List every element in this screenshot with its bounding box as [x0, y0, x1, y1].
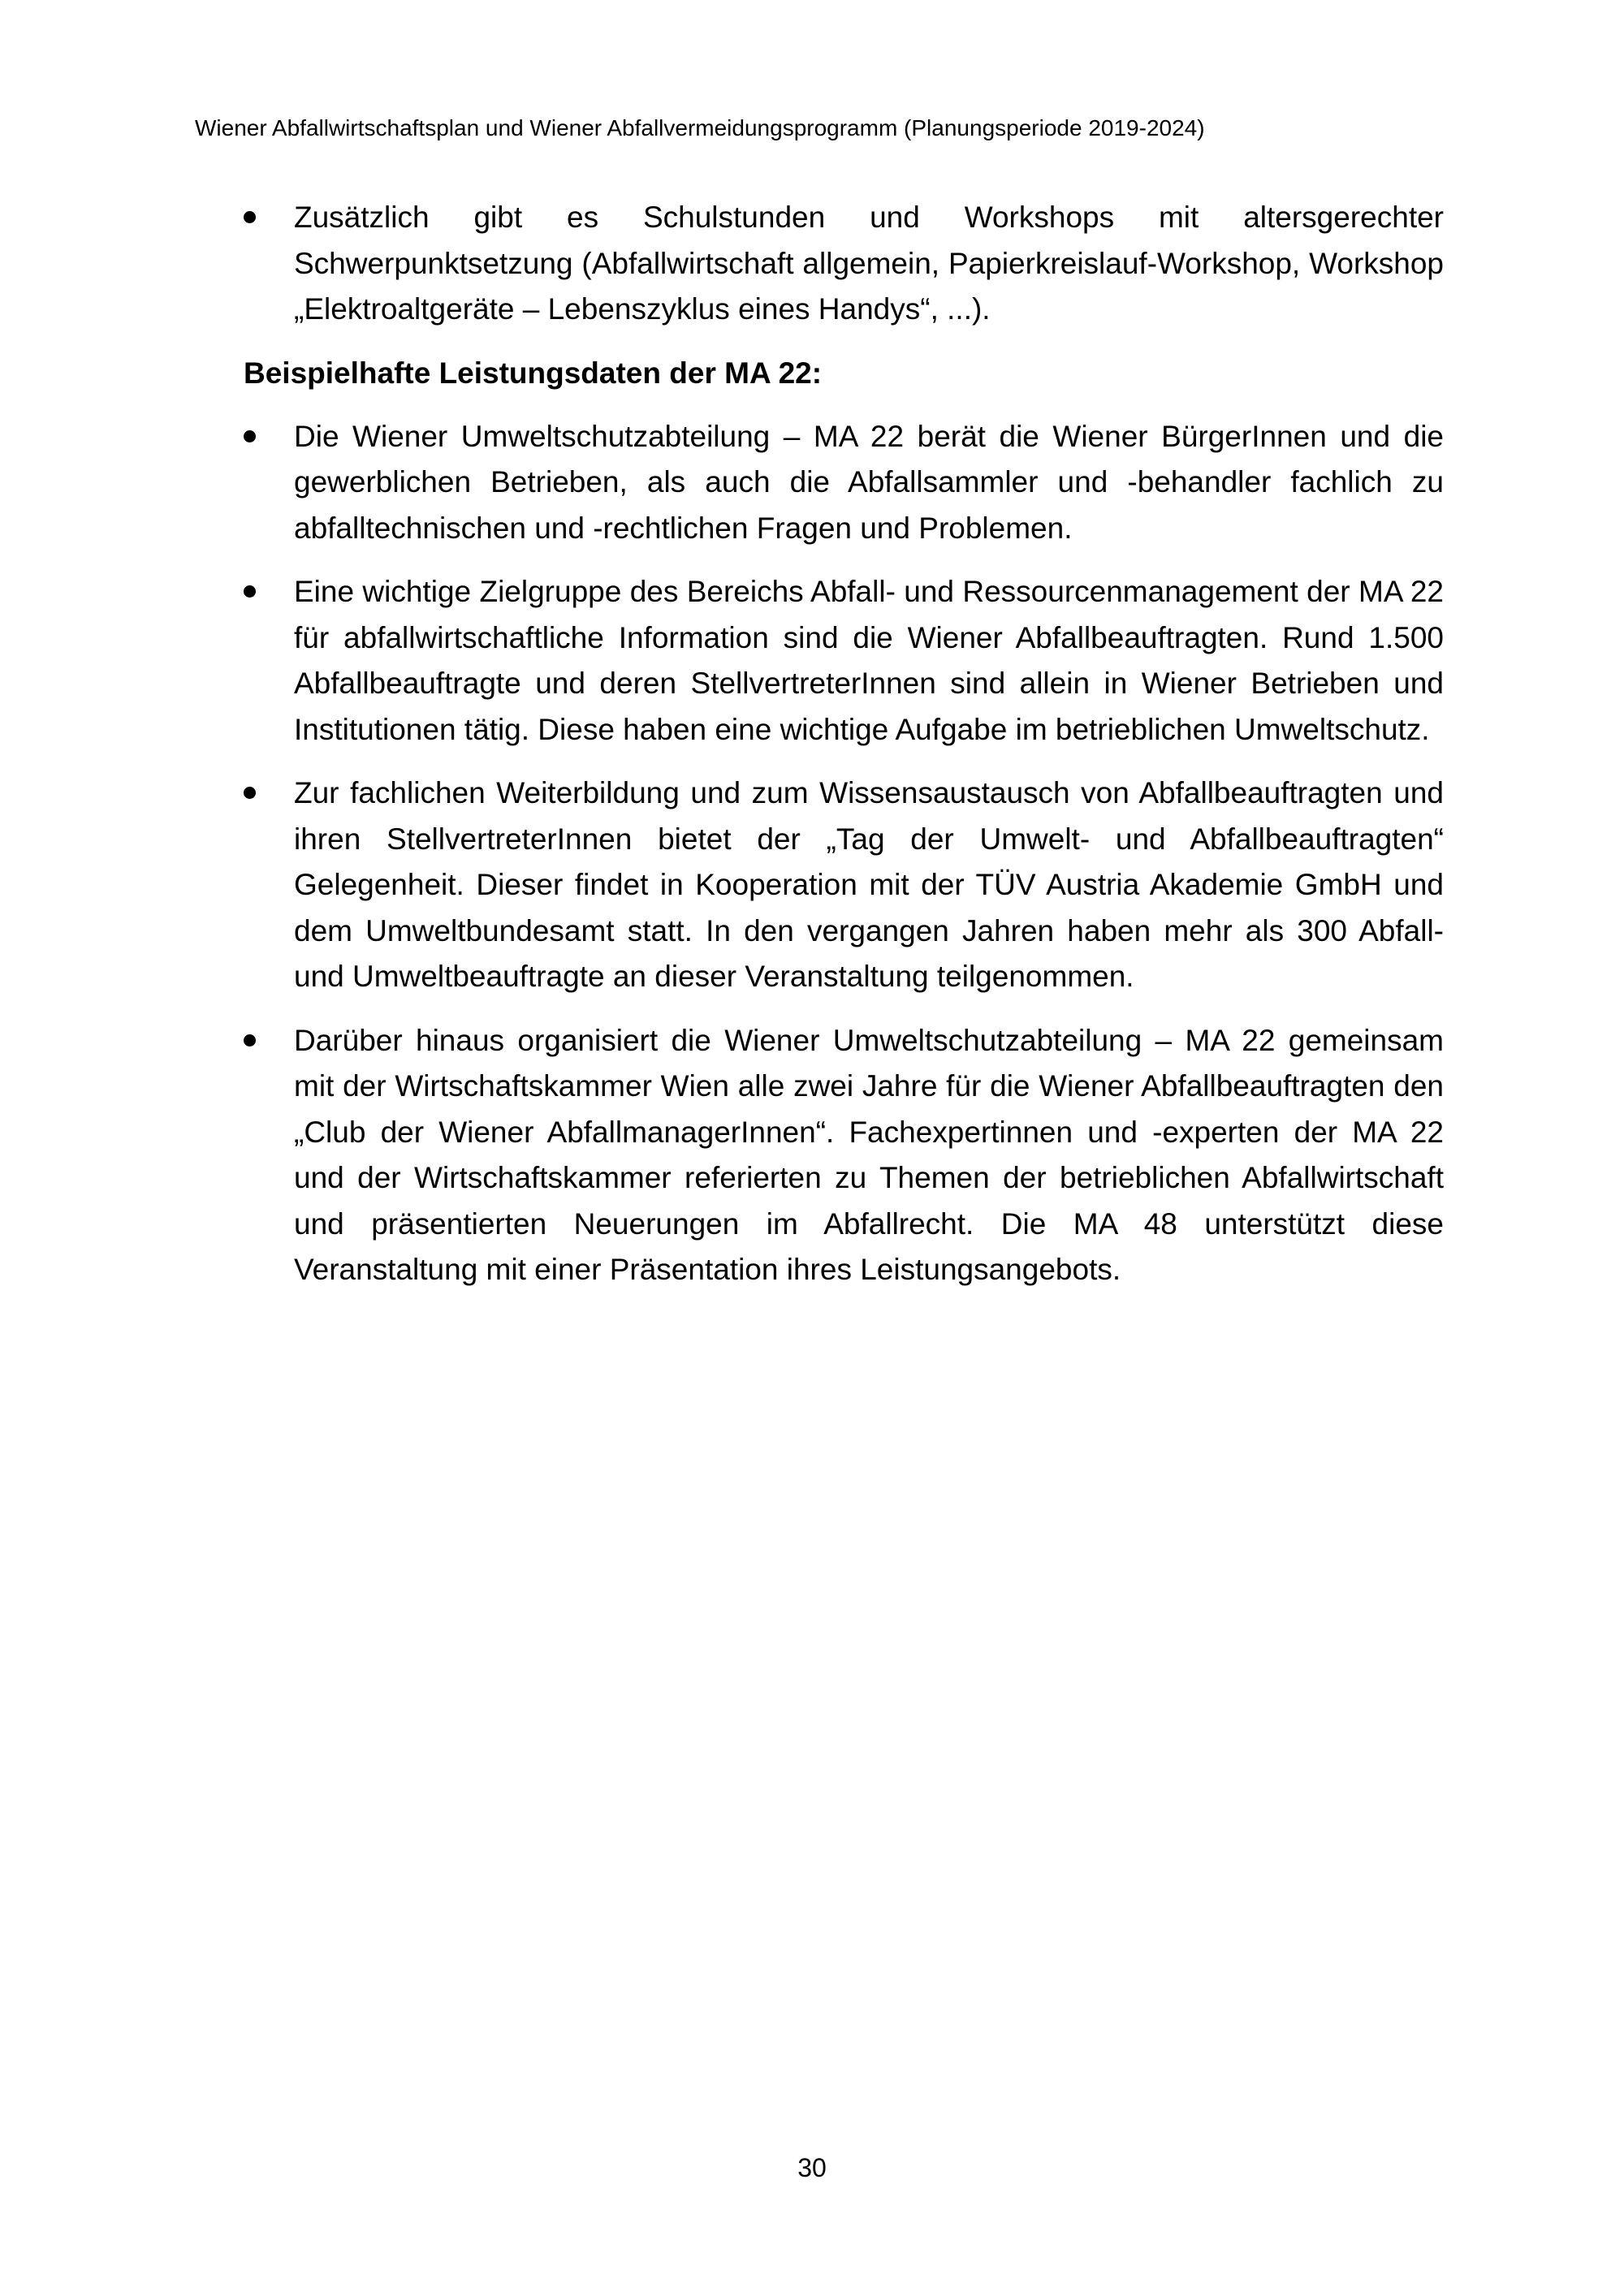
document-body [244, 195, 1444, 1311]
list-item-text: Darüber hinaus organisiert die Wiener Umweltschutzabteilung – MA 22 gemeinsam mit der Wirtschaftskammer Wien alle zwei Jahre für die Wiener Abfallbeauftragten den „Club der Wiener AbfallmanagerInnen“. Fachexpertinnen und -experten der MA 22 und der Wirtschaftskammer referierten zu Themen der betrieblichen Abfallwirtschaft und präsentierten Neuerungen im Abfallrecht. Die MA 48 unterstützt diese Veranstaltung mit einer Präsentation ihres Leistungsangebots. [294, 1023, 1444, 1286]
list-item-text: Zusätzlich gibt es Schulstunden und Workshops mit altersgerechter Schwerpunktsetzung (Abfallwirtschaft allgemein, Papierkreislauf-Workshop, Workshop „Elektroaltgeräte – Lebenszyklus eines Handys“, ...). [294, 201, 1444, 326]
bullet-icon [244, 585, 256, 598]
bullet-icon [244, 211, 256, 223]
list-item-text: Eine wichtige Zielgruppe des Bereichs Abfall- und Ressourcenmanagement der MA 22 für abfallwirtschaftliche Information sind die Wiener Abfallbeauftragten. Rund 1.500 Abfallbeauftragte und deren StellvertreterInnen sind allein in Wiener Betrieben und Institutionen tätig. Diese haben eine wichtige Aufgabe im betrieblichen Umweltschutz. [294, 575, 1444, 746]
list-item [244, 569, 1444, 753]
list-item [244, 414, 1444, 552]
page-header: Wiener Abfallwirtschaftsplan und Wiener Abfallvermeidungsprogramm (Planungsperiode 2019-2024) [195, 115, 1205, 140]
bullet-icon [244, 1034, 256, 1047]
list-item-text: Die Wiener Umweltschutzabteilung – MA 22 berät die Wiener BürgerInnen und die gewerblichen Betrieben, als auch die Abfallsammler und -behandler fachlich zu abfalltechnischen und -rechtlichen Fragen und Problemen. [294, 419, 1444, 545]
list-item-text: Zur fachlichen Weiterbildung und zum Wissensaustausch von Abfallbeauftragten und ihren StellvertreterInnen bietet der „Tag der Umwelt- und Abfallbeauftragten“ Gelegenheit. Dieser findet in Kooperation mit der TÜV Austria Akademie GmbH und dem Umweltbundesamt statt. In den vergangen Jahren haben mehr als 300 Abfall- und Umweltbeauftragte an dieser Veranstaltung teilgenommen. [294, 776, 1444, 993]
section-heading: Beispielhafte Leistungsdaten der MA 22: [244, 356, 823, 390]
list-item [244, 1018, 1444, 1293]
bullet-icon [244, 430, 256, 442]
list-item [244, 195, 1444, 333]
page-number: 30 [797, 2153, 827, 2182]
list-item [244, 770, 1444, 1000]
bullet-icon [244, 787, 256, 799]
